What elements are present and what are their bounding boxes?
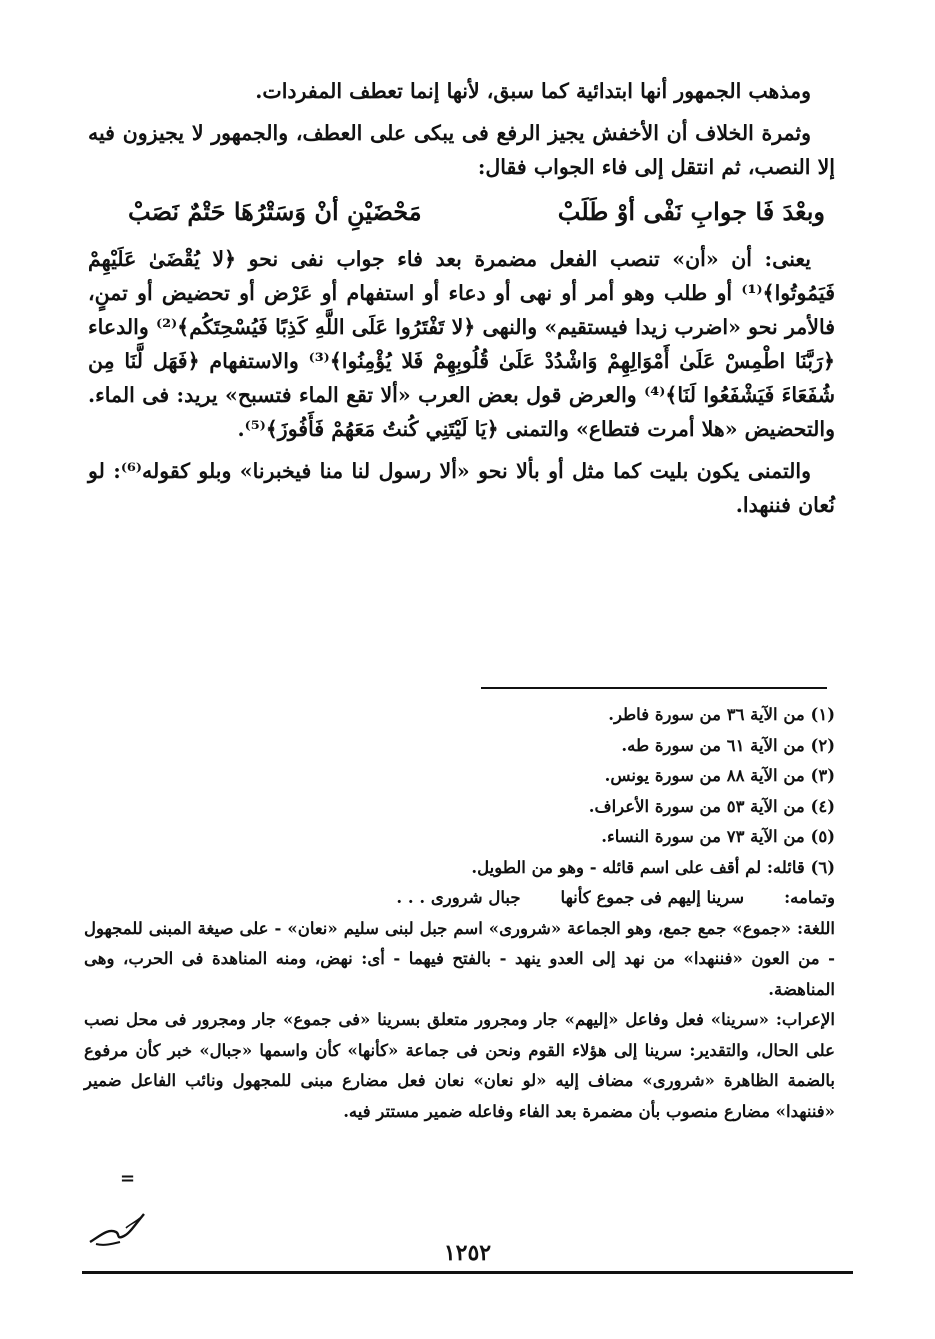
bottom-rule	[82, 1271, 853, 1274]
completion-second-half: جبال شرورى . . .	[396, 888, 521, 907]
paragraph-2-text: وثمرة الخلاف أن الأخفش يجيز الرفع فى يبكى على العطف، والجمهور لا يجيزون فيه إلا النصب، ثم انتقل إلى فاء الجواب فقال:	[88, 121, 835, 179]
poem-verse	[128, 192, 825, 232]
footnote-4: (٤) من الآية ٥٣ من سورة الأعراف.	[588, 796, 835, 816]
page-number: ١٢٥٢	[443, 1240, 492, 1266]
paragraph-3-text: يعنى: أن «أن» تنصب الفعل مضمرة بعد فاء جواب نفى نحو ﴿لا يُقْضَىٰ عَلَيْهِمْ فَيَمُوتُوا﴾⁽¹⁾ أو طلب وهو أمر أو نهى أو دعاء أو استفهام أو عَرْض أو تحضيض أو تمنٍ، فالأمر نحو «اضرب زيدا فيستقيم» والنهى ﴿لا تَفْتَرُوا عَلَى اللَّهِ كَذِبًا فَيُسْحِتَكُم﴾⁽²⁾ والدعاء ﴿رَبَّنَا اطْمِسْ عَلَىٰ أَمْوَالِهِمْ وَاشْدُدْ عَلَىٰ قُلُوبِهِمْ فَلا يُؤْمِنُوا﴾⁽³⁾ والاستفهام ﴿فَهَل لَّنَا مِن شُفَعَاءَ فَيَشْفَعُوا لَنَا﴾⁽⁴⁾ والعرض قول بعض العرب «ألا تقع الماء فتسبح» يريد: فى الماء. والتحضيض «هلا أمرت فتطاع» والتمنى ﴿يَا لَيْتَنِي كُنتُ مَعَهُمْ فَأَفُوزَ﴾⁽⁵⁾.	[88, 247, 835, 441]
paragraph-4	[88, 454, 835, 522]
paragraph-4-text: والتمنى يكون بليت كما مثل أو بألا نحو «ألا رسول لنا منا فيخبرنا» وبلو كقوله⁽⁶⁾: لو نُعان فننهدا.	[88, 459, 835, 517]
footnote-verse-completion	[84, 883, 835, 914]
footnotes	[84, 700, 835, 1127]
completion-label: وتمامه:	[784, 888, 835, 907]
verse-second-hemistich: مَحْضَيْنِ أنْ وَسَتْرُهَا حَتْمٌ نَصَبْ	[128, 197, 422, 226]
footnote-2: (٢) من الآية ٦١ من سورة طه.	[621, 735, 835, 755]
continuation-mark: =	[120, 1168, 136, 1189]
footnote-1: (١) من الآية ٣٦ من سورة فاطر.	[608, 705, 835, 724]
footnote-5: (٥) من الآية ٧٣ من سورة النساء.	[601, 827, 835, 846]
paragraph-3	[88, 242, 835, 446]
footnote-lexicon: اللغة: «جموع» جمع جمع، وهو الجماعة «شرورى» اسم جبل لبنى سليم «نعان» - على صيغة المبنى للمجهول - من العون «فننهدا» من نهد إلى العدو ينهد - بالفتح فيهما - أى: نهض، ومنه المناهدة فى الحرب، وهى المناهضة.	[84, 918, 835, 999]
footnote-grammar-analysis: الإعراب: «سرينا» فعل وفاعل «إليهم» جار ومجرور متعلق بسرينا «فى جموع» جار ومجرور فى محل نصب على الحال، والتقدير: سرينا إلى هؤلاء القوم ونحن فى جماعة «كأنها» كأن واسمها «جبال» خبر كأن مرفوع بالضمة الظاهرة «شرورى» مضاف إليه «لو نعان» نعان فعل مضارع مبنى للمجهول ونائب الفاعل ضمير «فننهدا» مضارع منصوب بأن مضمرة بعد الفاء وفاعله ضمير مستتر فيه.	[84, 1010, 835, 1121]
paragraph-2	[88, 116, 835, 184]
main-text	[88, 74, 835, 530]
footnote-6: (٦) قائله: لم أقف على اسم قائله - وهو من الطويل.	[471, 857, 835, 877]
footnote-separator	[481, 687, 827, 689]
paragraph-1-text: ومذهب الجمهور أنها ابتدائية كما سبق، لأنها إنما تعطف المفردات.	[255, 79, 811, 103]
completion-first-half: سرينا إليهم فى جموع كأنها	[560, 888, 745, 907]
footnote-3: (٣) من الآية ٨٨ من سورة يونس.	[604, 766, 835, 785]
paragraph-1	[88, 74, 835, 108]
verse-first-hemistich: وبعْدَ فَا جوابِ نَفْى أوْ طَلَبْ	[557, 197, 825, 226]
